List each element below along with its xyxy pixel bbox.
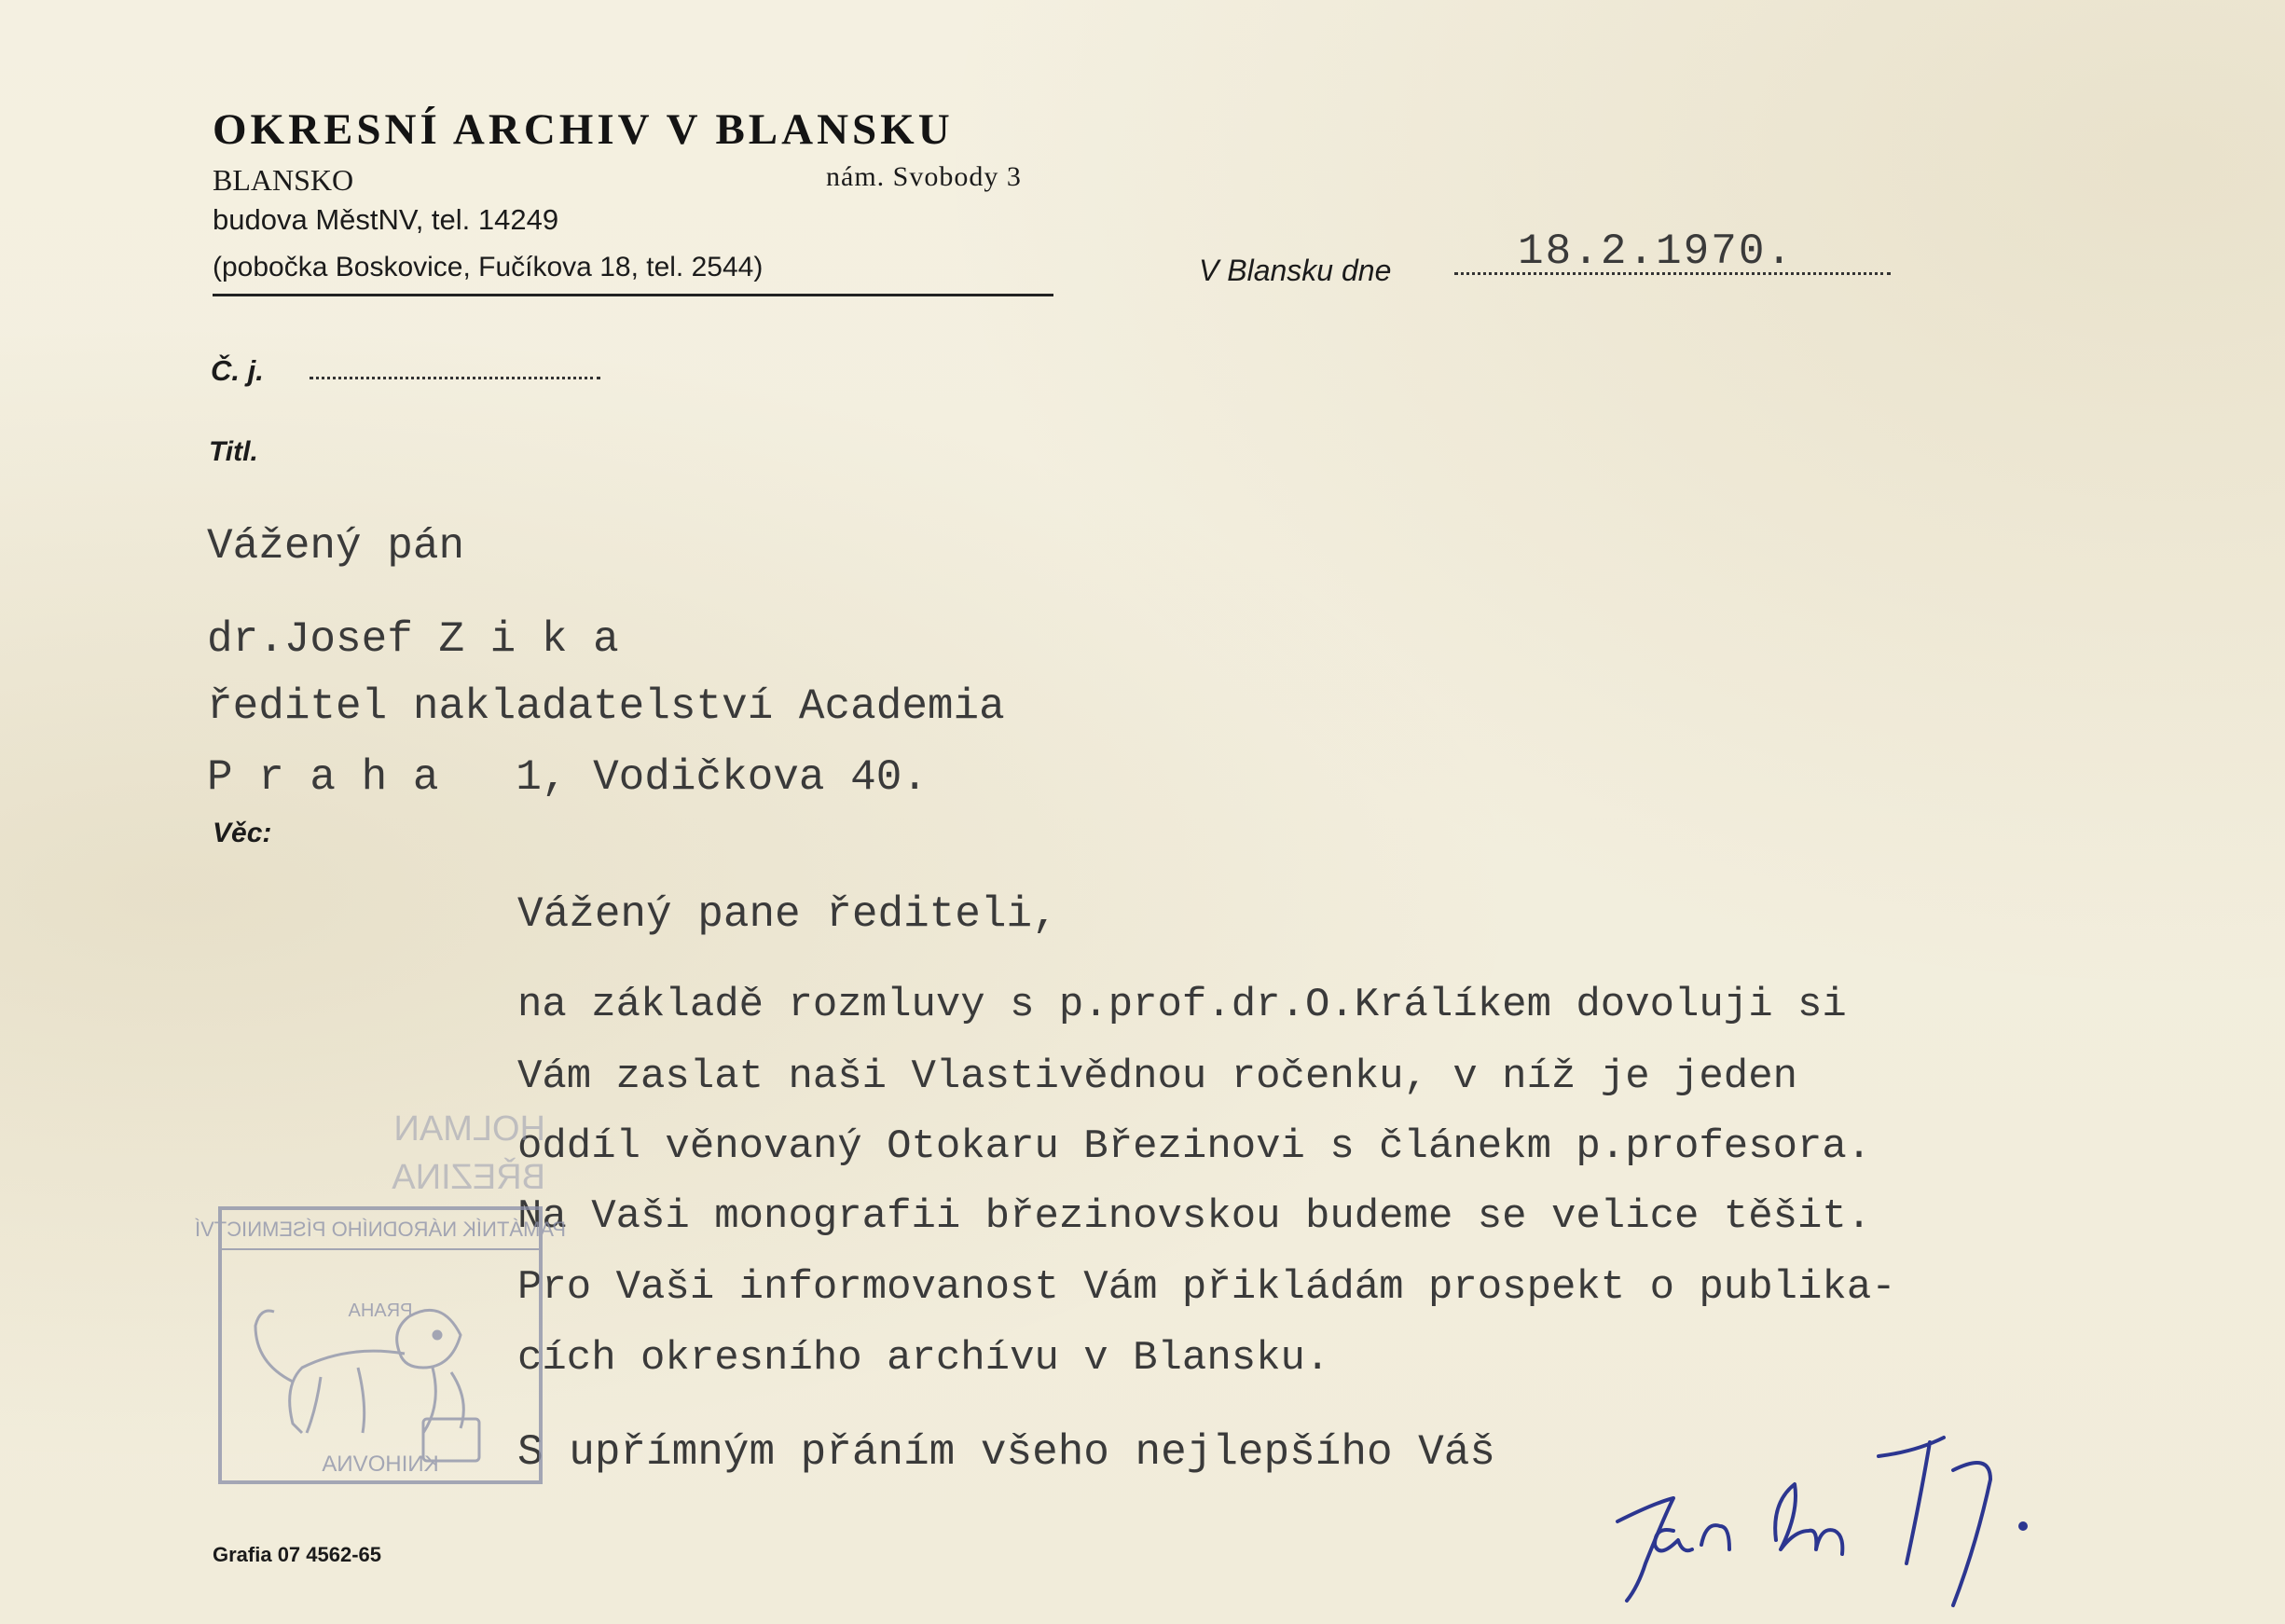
letter-closing: S upřímným přáním všeho nejlepšího Váš (517, 1428, 1495, 1477)
reference-label: Č. j. (211, 354, 264, 387)
subject-label: Věc: (213, 818, 272, 848)
date-label: V Blansku dne (1199, 254, 1392, 287)
addressee-city: P r a h a 1, Vodičkova 40. (207, 753, 928, 802)
letterhead-branch: (pobočka Boskovice, Fučíkova 18, tel. 2544) (213, 252, 764, 282)
body-line: Pro Vaši informovanost Vám přikládám prospekt o publika- (517, 1264, 1896, 1311)
mirrored-stamp-text-2: BŘEZINA (392, 1158, 545, 1197)
date-value: 18.2.1970. (1518, 227, 1795, 276)
addressee-position: ředitel nakladatelství Academia (207, 682, 1005, 731)
stamp-text-bottom: KNIHOVNA (322, 1452, 439, 1477)
letterhead-address: nám. Svobody 3 (826, 161, 1022, 192)
library-stamp (194, 1204, 567, 1486)
letterhead-divider (213, 294, 1053, 296)
stamp-text-city: PRAHA (348, 1301, 413, 1321)
addressee-greeting: Vážený pán (207, 522, 465, 571)
handwritten-signature (1599, 1419, 2084, 1615)
body-line: oddíl věnovaný Otokaru Březinovi s článekm p.profesora. (517, 1123, 1872, 1170)
letterhead-title: OKRESNÍ ARCHIV V BLANSKU (213, 105, 954, 154)
stamp-text-top: PAMÁTNÍK NÁRODNÍHO PÍSEMNICTVÍ (194, 1218, 567, 1241)
lion-emblem-icon (255, 1310, 479, 1461)
body-line: cích okresního archívu v Blansku. (517, 1335, 1330, 1382)
mirrored-stamp-text-1: HOLMAN (393, 1109, 545, 1149)
letterhead-city: BLANSKO (213, 163, 354, 197)
body-line: Na Vaši monografii březinovskou budeme se velice těšit. (517, 1193, 1872, 1240)
body-line: na základě rozmluvy s p.prof.dr.O.Králíkem dovoluji si (517, 982, 1847, 1028)
addressee-name: dr.Josef Z i k a (207, 615, 619, 664)
letter-salutation: Vážený pane řediteli, (517, 890, 1058, 939)
reference-dotted-line (310, 377, 600, 379)
mirrored-stamp-imprint (359, 1095, 555, 1207)
body-line: Vám zaslat naši Vlastivědnou ročenku, v níž je jeden (517, 1053, 1798, 1100)
print-code: Grafia 07 4562-65 (213, 1543, 382, 1566)
title-label: Titl. (209, 436, 258, 467)
letterhead-building: budova MěstNV, tel. 14249 (213, 203, 559, 236)
